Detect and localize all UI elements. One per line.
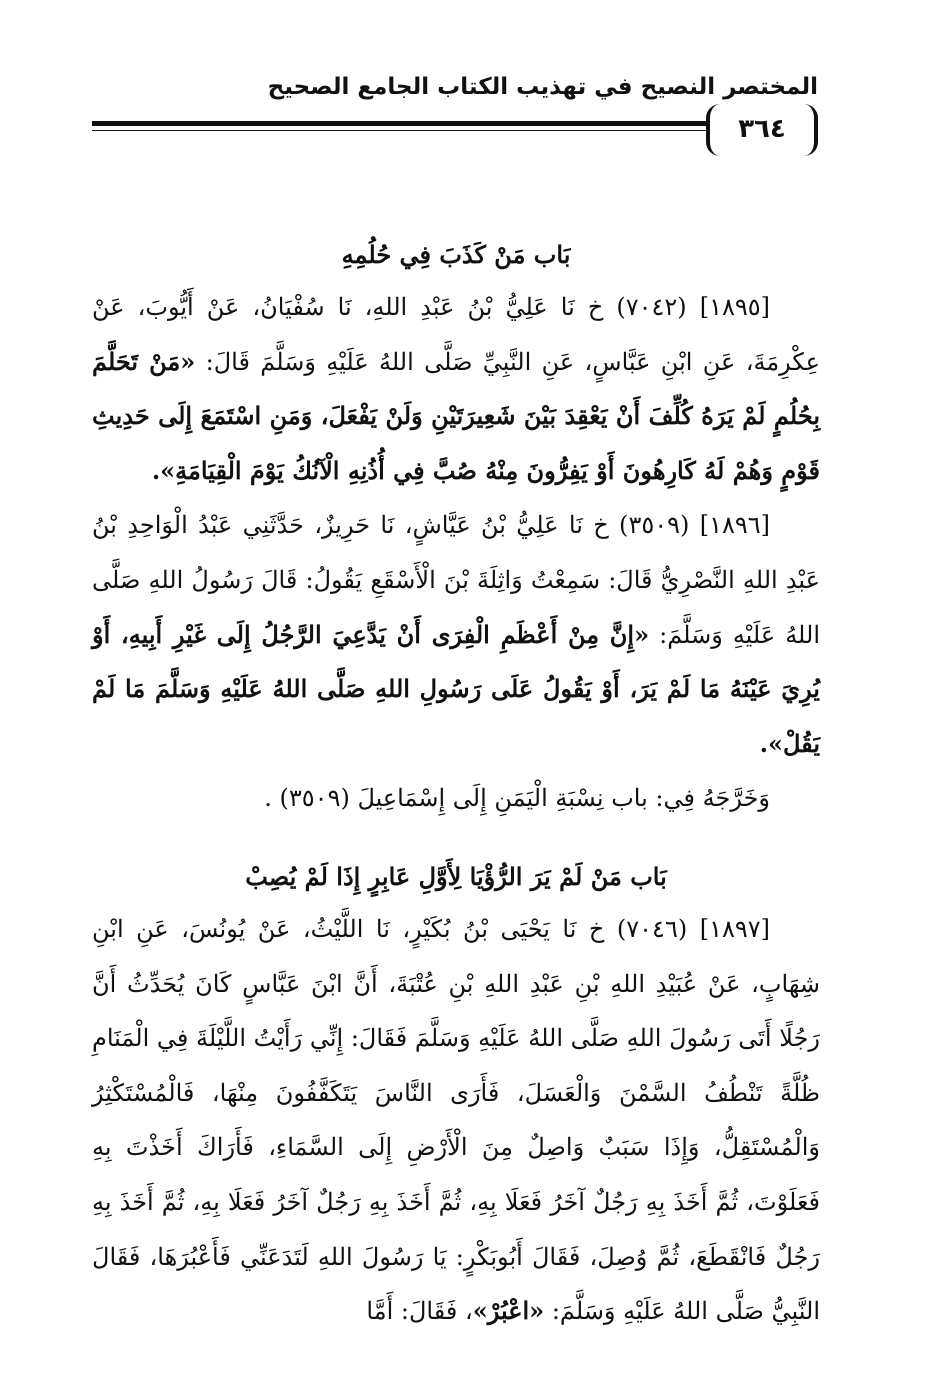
hadith-paragraph — [92, 280, 820, 498]
hadith-paragraph — [92, 498, 820, 771]
hadith-quote: «مَنْ تَحَلَّمَ بِحُلُمٍ لَمْ يَرَهُ كُلِّفَ أَنْ يَعْقِدَ بَيْنَ شَعِيرَتَيْنِ وَلَنْ يَفْعَلَ، وَمَنِ اسْتَمَعَ إِلَى حَدِيثِ قَوْمٍ وَهُمْ لَهُ كَارِهُونَ أَوْ يَفِرُّونَ مِنْهُ صُبَّ فِي أُذُنِهِ الْآنُكُ يَوْمَ الْقِيَامَةِ». — [92, 346, 820, 485]
header-rule-thin — [92, 130, 706, 131]
page-number: ٣٦٤ — [706, 104, 818, 156]
running-header: المختصر النصيح في تهذيب الكتاب الجامع الصحيح — [267, 74, 818, 100]
header-rule-thick — [92, 121, 706, 126]
cross-reference-note: وَخَرَّجَهُ فِي: باب نِسْبَةِ الْيَمَنِ إِلَى إِسْمَاعِيلَ (٣٥٠٩) . — [264, 784, 770, 813]
hadith-text: [١٨٩٧] (٧٠٤٦) خ نَا يَحْيَى بْنُ بُكَيْرٍ، نَا اللَّيْثُ، عَنْ يُونُسَ، عَنِ ابْنِ شِهَابٍ، عَنْ عُبَيْدِ اللهِ بْنِ عَبْدِ اللهِ بْنِ عُتْبَةَ، أَنَّ ابْنَ عَبَّاسٍ كَانَ يُحَدِّثُ أَنَّ رَجُلًا أَتَى رَسُولَ اللهِ صَلَّى اللهُ عَلَيْهِ وَسَلَّمَ فَقَالَ: إِنِّي رَأَيْتُ اللَّيْلَةَ فِي الْمَنَامِ ظُلَّةً تَنْطُفُ السَّمْنَ وَالْعَسَلَ، فَأَرَى النَّاسَ يَتَكَفَّفُونَ مِنْهَا، فَالْمُسْتَكْثِرُ وَالْمُسْتَقِلُّ، وَإِذَا سَبَبٌ وَاصِلٌ مِنَ الْأَرْضِ إِلَى السَّمَاءِ، فَأَرَاكَ أَخَذْتَ بِهِ فَعَلَوْتَ، ثُمَّ أَخَذَ بِهِ رَجُلٌ آخَرُ فَعَلَا بِهِ، ثُمَّ أَخَذَ بِهِ رَجُلٌ آخَرُ فَعَلَا بِهِ، ثُمَّ أَخَذَ بِهِ رَجُلٌ فَانْقَطَعَ، ثُمَّ وُصِلَ، فَقَالَ أَبُوبَكْرٍ: يَا رَسُولَ اللهِ لَتَدَعَنِّي فَأَعْبُرَهَا، فَقَالَ النَّبِيُّ صَلَّى اللهُ عَلَيْهِ وَسَلَّمَ: — [92, 914, 820, 1326]
hadith-text: [١٨٩٥] (٧٠٤٢) خ نَا عَلِيُّ بْنُ عَبْدِ اللهِ، نَا سُفْيَانُ، عَنْ أَيُّوبَ، عَنْ عِكْرِمَةَ، عَنِ ابْنِ عَبَّاسٍ، عَنِ النَّبِيِّ صَلَّى اللهُ عَلَيْهِ وَسَلَّمَ قَالَ: — [92, 293, 820, 376]
hadith-text: [١٨٩٦] (٣٥٠٩) خ نَا عَلِيُّ بْنُ عَيَّاشٍ، نَا حَرِيزٌ، حَدَّثَنِي عَبْدُ الْوَاحِدِ بْنُ عَبْدِ اللهِ النَّصْرِيُّ قَالَ: سَمِعْتُ وَاثِلَةَ بْنَ الْأَسْقَعِ يَقُولُ: قَالَ رَسُولُ اللهِ صَلَّى اللهُ عَلَيْهِ وَسَلَّمَ: — [92, 511, 820, 649]
hadith-quote: «إِنَّ مِنْ أَعْظَمِ الْفِرَى أَنْ يَدَّعِيَ الرَّجُلُ إِلَى غَيْرِ أَبِيهِ، أَوْ يُرِيَ عَيْنَهُ مَا لَمْ يَرَ، أَوْ يَقُولُ عَلَى رَسُولِ اللهِ صَلَّى اللهُ عَلَيْهِ وَسَلَّمَ مَا لَمْ يَقُلْ». — [92, 619, 820, 758]
chapter-title: بَاب مَنْ لَمْ يَرَ الرُّؤْيَا لِأَوَّلِ عَابِرٍ إِذَا لَمْ يُصِبْ — [245, 861, 667, 891]
hadith-paragraph — [92, 902, 820, 1339]
chapter-title: بَاب مَنْ كَذَبَ فِي حُلُمِهِ — [341, 240, 571, 269]
hadith-quote: «اعْبُرْ» — [472, 1296, 545, 1326]
hadith-text-continued: ، فَقَالَ: أَمَّا — [366, 1297, 473, 1326]
page-body — [92, 228, 820, 1339]
